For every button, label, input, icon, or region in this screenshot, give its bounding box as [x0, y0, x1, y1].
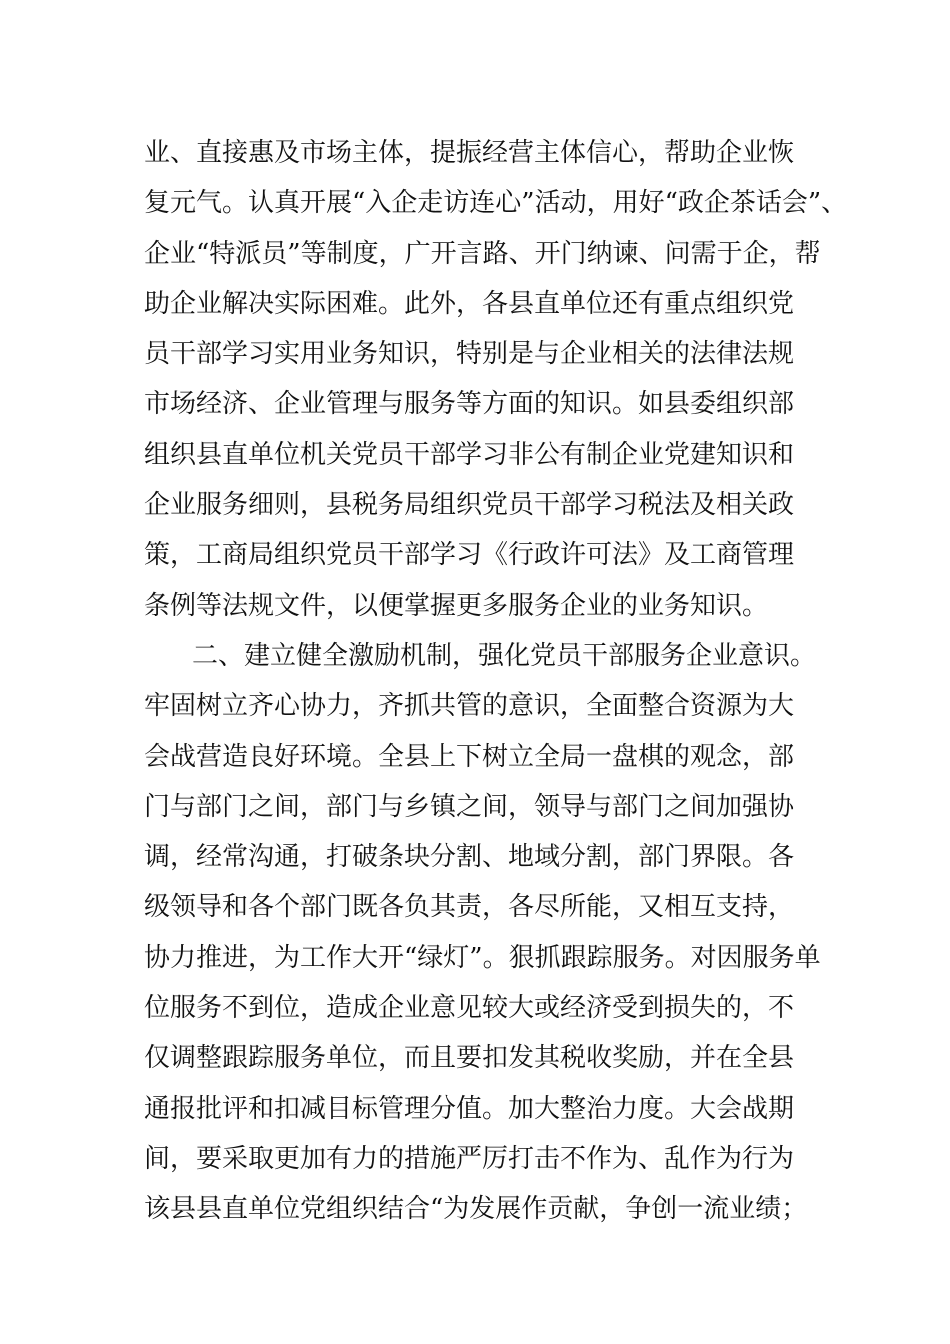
text-line: 级领导和各个部门既各负其责，各尽所能，又相互支持， [144, 892, 795, 923]
section-heading-line: 二、建立健全激励机制，强化党员干部服务企业意识。 [192, 640, 817, 671]
text-line: 通报批评和扣减目标管理分值。加大整治力度。大会战期 [144, 1093, 795, 1124]
text-line: 调，经常沟通，打破条块分割、地域分割，部门界限。各 [144, 842, 795, 873]
text-line: 门与部门之间，部门与乡镇之间，领导与部门之间加强协 [144, 791, 795, 822]
text-line: 位服务不到位，造成企业意见较大或经济受到损失的，不 [144, 993, 795, 1024]
text-line: 助企业解决实际困难。此外，各县直单位还有重点组织党 [144, 288, 795, 319]
text-line: 该县县直单位党组织结合“为发展作贡献，争创一流业绩； [144, 1194, 808, 1225]
text-line: 策，工商局组织党员干部学习《行政许可法》及工商管理 [144, 540, 795, 571]
text-line: 组织县直单位机关党员干部学习非公有制企业党建知识和 [144, 439, 795, 470]
text-line: 条例等法规文件，以便掌握更多服务企业的业务知识。 [144, 590, 769, 621]
text-line: 市场经济、企业管理与服务等方面的知识。如县委组织部 [144, 389, 795, 420]
text-line: 员干部学习实用业务知识，特别是与企业相关的法律法规 [144, 339, 795, 370]
text-line: 复元气。认真开展“入企走访连心”活动，用好“政企茶话会”、 [144, 188, 848, 219]
text-line: 间，要采取更加有力的措施严厉打击不作为、乱作为行为 [144, 1143, 795, 1174]
text-line: 会战营造良好环境。全县上下树立全局一盘棋的观念，部 [144, 741, 795, 772]
text-line: 协力推进，为工作大开“绿灯”。狠抓跟踪服务。对因服务单 [144, 942, 821, 973]
text-line: 企业“特派员”等制度，广开言路、开门纳谏、问需于企，帮 [144, 238, 821, 269]
text-line: 牢固树立齐心协力，齐抓共管的意识，全面整合资源为大 [144, 691, 795, 722]
document-body [144, 128, 848, 1235]
text-line: 企业服务细则，县税务局组织党员干部学习税法及相关政 [144, 490, 795, 521]
text-line: 仅调整跟踪服务单位，而且要扣发其税收奖励，并在全县 [144, 1043, 795, 1074]
text-line: 业、直接惠及市场主体，提振经营主体信心，帮助企业恢 [144, 138, 795, 168]
